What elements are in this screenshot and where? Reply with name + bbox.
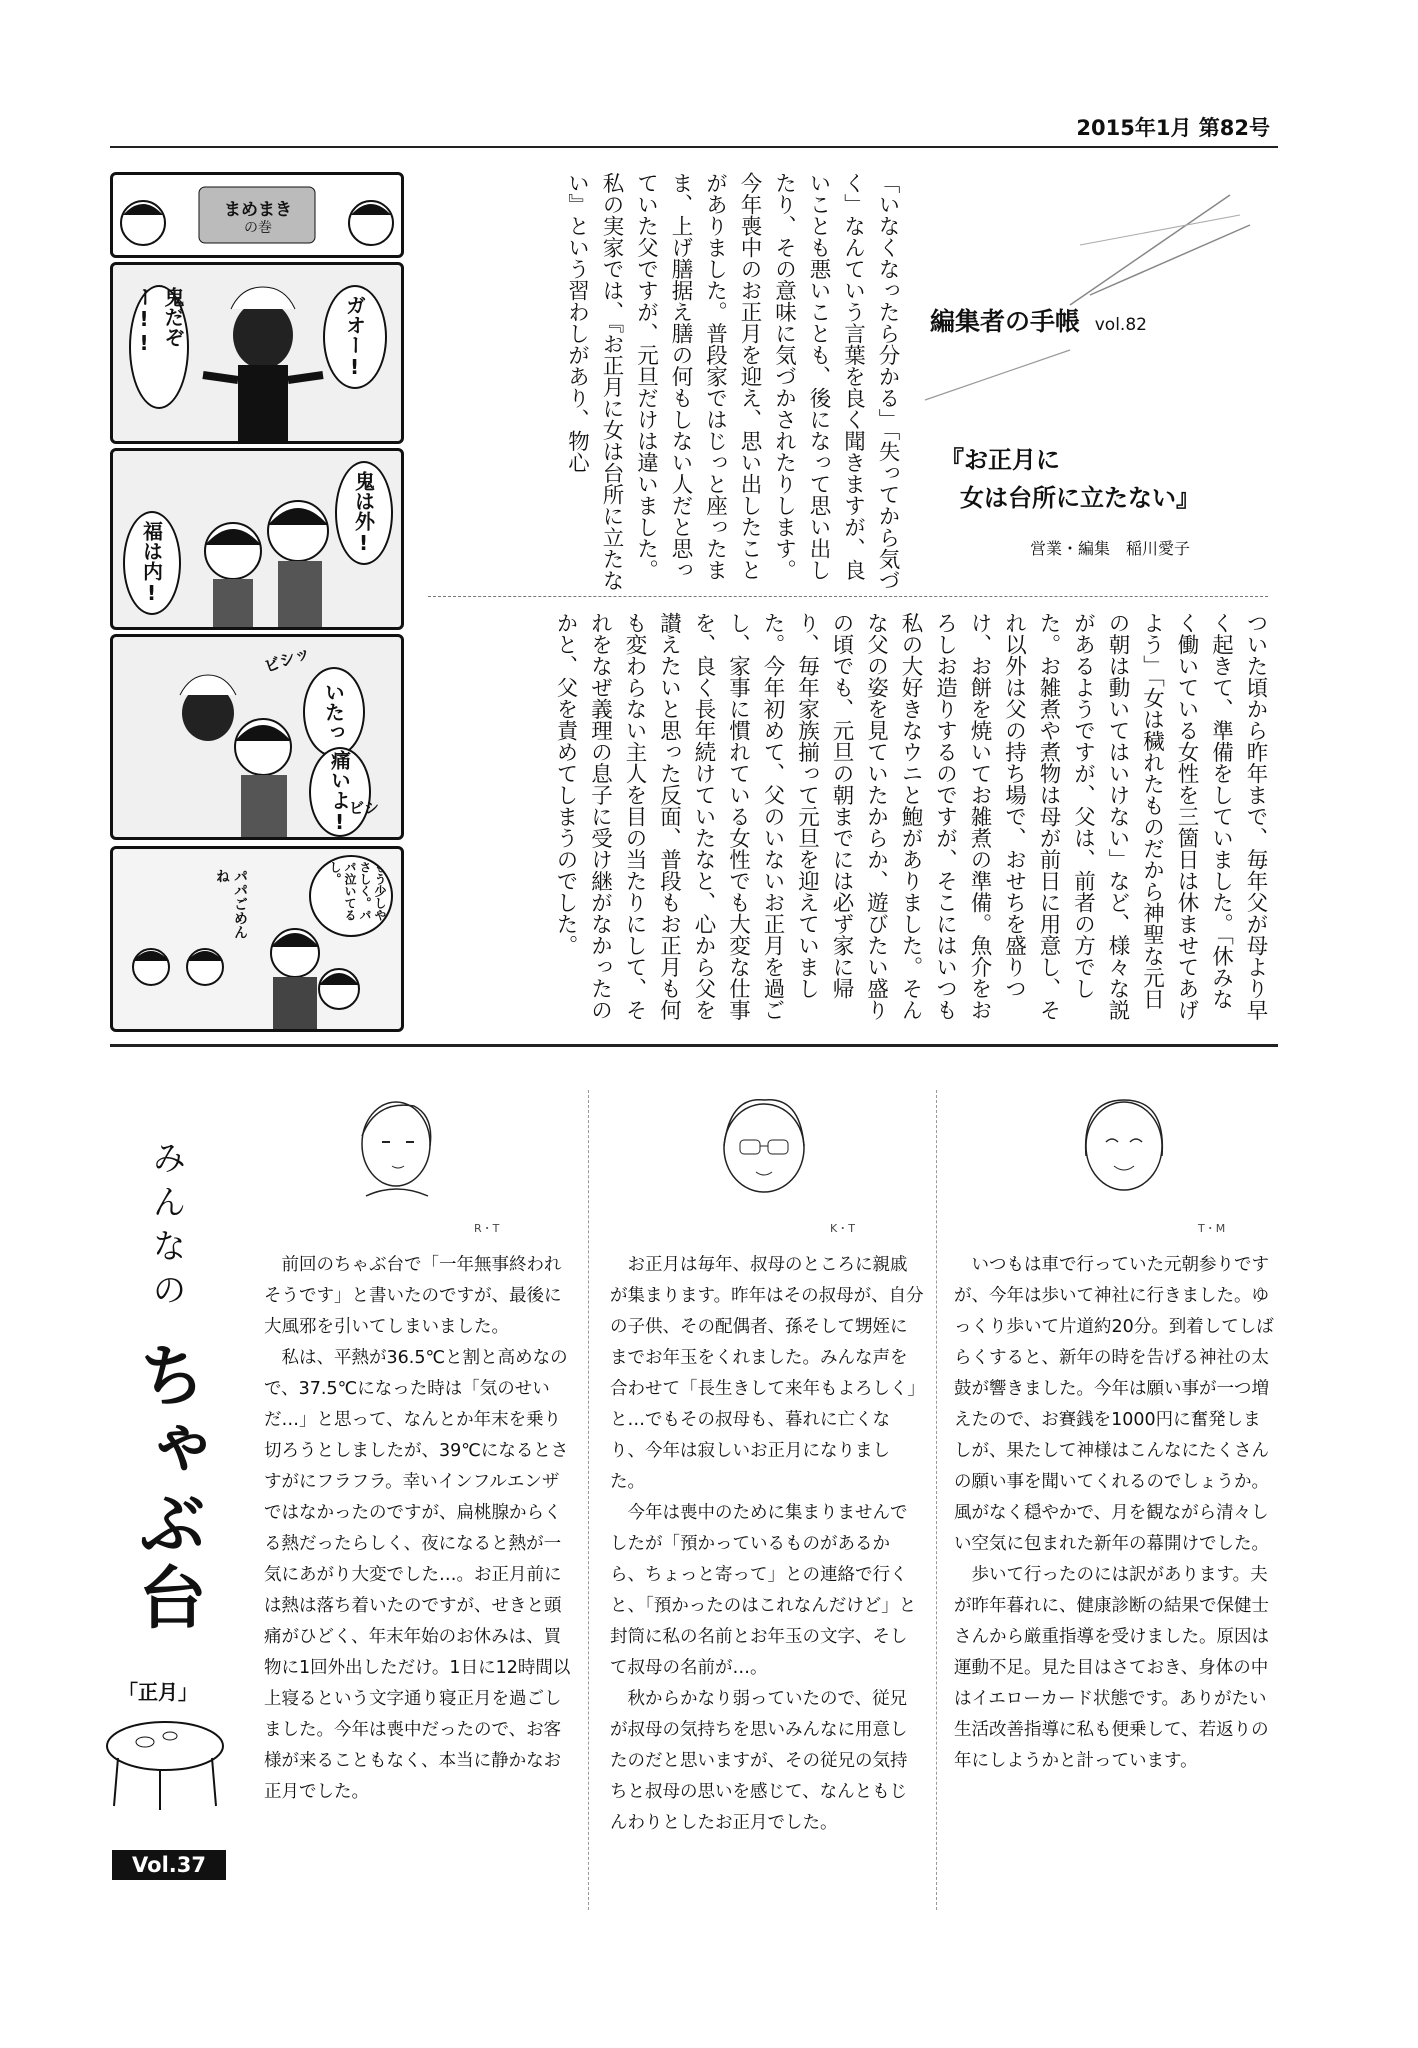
header-rule — [110, 146, 1278, 148]
editor-note-title-text: 編集者の手帳 — [930, 307, 1081, 336]
column-2-paragraph-3: 秋からかなり弱っていたので、従兄が叔母の気持ちを思いみんなに用意したのだと思いますが、その従兄の気持ちと叔母の思いを感じて、なんともじんわりとしたお正月でした。 — [610, 1689, 908, 1833]
column-1-paragraph-1: 前回のちゃぶ台で「一年無事終われそうです」と書いたのですが、最後に大風邪を引いてしまいました。 — [264, 1255, 562, 1337]
column-divider-1 — [588, 1090, 589, 1910]
column-2-text — [610, 1250, 924, 1900]
manga-panel-5 — [110, 846, 404, 1032]
panel5-bubble-a: もう少しやさしく。パパ泣いてるし。 — [309, 855, 393, 937]
editor-note-title — [930, 302, 1147, 338]
editor-note-text-upper-p: 「いなくなったら分かる」「失ってから気づく」なんていう言葉を良く聞きますが、良いことも悪いことも、後になって思い出したり、その意味に気づかされたりします。今年喪中のお正月を迎え、思い出したことがありました。普段家ではじっと座ったまま、上げ膳据え膳の何もしない人だと思っていた父ですが、元旦だけは違いました。私の実家では、『お正月に女は台所に立たない』という習わしがあり、物心 — [564, 172, 900, 592]
column-1-paragraph-2: 私は、平熱が36.5℃と割と高めなので、37.5℃になった時は「気のせいだ…」と思って、なんとか年末を乗り切ろうとしましたが、39℃になるとさすがにフラフラ。幸いインフルエンザではなかったのですが、扁桃腺からくる熱だったらしく、夜になると熱が一気にあがり大変でした…。お正月前には熱は落ち着いたのですが、せきと頭痛がひどく、年末年始のお休みは、買物に1回外出しただけ。1日に12時間以上寝るという文字通り寝正月を過ごしました。今年は喪中だったので、お客様が来ることもなく、本当に静かなお正月でした。 — [264, 1348, 571, 1802]
section-rule — [110, 1044, 1278, 1047]
manga-panel-3 — [110, 448, 404, 630]
editor-note-text-lower — [424, 612, 1272, 1024]
panel5-bubble-b: パパごめんね — [214, 869, 248, 939]
chabudai-title-big: ちゃぶ台 — [127, 1340, 206, 1636]
chabudai-title-small: みんなの — [146, 1140, 186, 1316]
column-2-initials: K・T — [830, 1222, 855, 1235]
column-1-initials: R・T — [474, 1222, 500, 1235]
column-2-paragraph-1: お正月は毎年、叔母のところに親戚が集まります。昨年はその叔母が、自分の子供、その配偶者、孫そして甥姪にまでお年玉をくれました。みんな声を合わせて「長生きして来年もよろしく」と…でもその叔母も、暮れに亡くなり、今年は寂しいお正月になりました。 — [610, 1255, 924, 1492]
portrait-tm-icon — [1060, 1086, 1190, 1216]
chabudai-theme: 「正月」 — [118, 1680, 198, 1704]
column-3-paragraph-2: 歩いて行ったのには訳があります。夫が昨年暮れに、健康診断の結果で保健士さんから厳重指導を受けました。原因は運動不足。見た目はさておき、身体の中はイエローカード状態です。ありがたい生活改善指導に私も便乗して、若返りの年にしようかと計っています。 — [954, 1565, 1269, 1771]
manga-subtitle: の巻 — [244, 220, 272, 236]
column-divider-2 — [936, 1090, 937, 1910]
chabudai-vol-badge: Vol.37 — [112, 1850, 226, 1880]
issue-label: 2015年1月 第82号 — [1076, 116, 1270, 140]
editor-note-text-upper — [424, 172, 904, 592]
editor-note-vol: vol.82 — [1094, 315, 1147, 335]
panel4-sfx-2: ビシ — [349, 799, 380, 817]
pencil-stroke-decoration — [1060, 185, 1260, 315]
panel4-bubble-b: 痛いよ! — [309, 747, 371, 837]
column-3-text — [954, 1250, 1276, 1900]
column-2-paragraph-2: 今年は喪中のために集まりませんでしたが「預かっているものがあるから、ちょっと寄って」との連絡で行くと、「預かったのはこれなんだけど」と封筒に私の名前とお年玉の文字、そして叔母の名前が…。 — [610, 1503, 917, 1678]
editor-note-text-lower-p: ついた頃から昨年まで、毎年父が母より早く起きて、準備をしていました。「休みなく働いている女性を三箇日は休ませてあげよう」「女は穢れたものだから神聖な元日の朝は動いてはいけない」など、様々な説があるようですが、父は、前者の方でした。お雑煮や煮物は母が前日に用意し、それ以外は父の持ち場で、おせちを盛りつけ、お餅を焼いてお雑煮の準備。魚介をおろしお造りするのですが、そこにはいつも私の大好きなウニと鮑がありました。そんな父の姿を見ていたからか、遊びたい盛りの頃でも、元旦の朝までには必ず家に帰り、毎年家族揃って元旦を迎えていました。今年初めて、父のいないお正月を過ごし、家事に慣れている女性でも大変な仕事を、良く長年続けていたなと、心から父を讃えたいと思った反面、普段もお正月も何も変わらない主人を目の当たりにして、それをなぜ義理の息子に受け継がなかったのかと、父を責めてしまうのでした。 — [553, 612, 1268, 1021]
panel4-bubble-a: いたっ — [303, 667, 365, 757]
column-3-paragraph-1: いつもは車で行っていた元朝参りですが、今年は歩いて神社に行きました。ゆっくり歩いて片道約20分。到着してしばらくすると、新年の時を告げる神社の太鼓が響きました。今年は願い事が一つ増えたので、お賽銭を1000円に奮発しましが、果たして神様はこんなにたくさんの願い事を聞いてくれるのでしょうか。風がなく穏やかで、月を観ながら清々しい空気に包まれた新年の幕開けでした。 — [954, 1255, 1274, 1554]
panel3-bubble-a: 鬼は外! — [335, 461, 393, 565]
editor-note-author: 営業・編集 稲川愛子 — [1030, 539, 1191, 558]
editor-note-headline-1: 『お正月に — [940, 445, 1060, 474]
manga-panel-1 — [110, 172, 404, 258]
portrait-rt-icon — [336, 1086, 466, 1216]
chabudai-table-illustration — [100, 1706, 230, 1816]
pencil-stroke-decoration-2 — [920, 345, 1080, 405]
editor-note-headline-2: 女は台所に立たない』 — [960, 483, 1200, 512]
panel2-bubble-b: 鬼だぞー!! — [129, 285, 189, 409]
column-1-text — [264, 1250, 574, 1900]
panel3-bubble-b: 福は内! — [123, 511, 181, 615]
column-3-initials: T・M — [1198, 1222, 1226, 1235]
manga-panel-4 — [110, 634, 404, 840]
portrait-kt-icon — [700, 1086, 830, 1216]
panel2-bubble-a: ガオー! — [323, 285, 387, 389]
editor-note-divider — [428, 596, 1268, 597]
panel4-sfx-1: ビシッ — [261, 642, 313, 677]
manga-panel-2 — [110, 262, 404, 444]
manga-title: まめまき — [224, 200, 292, 220]
